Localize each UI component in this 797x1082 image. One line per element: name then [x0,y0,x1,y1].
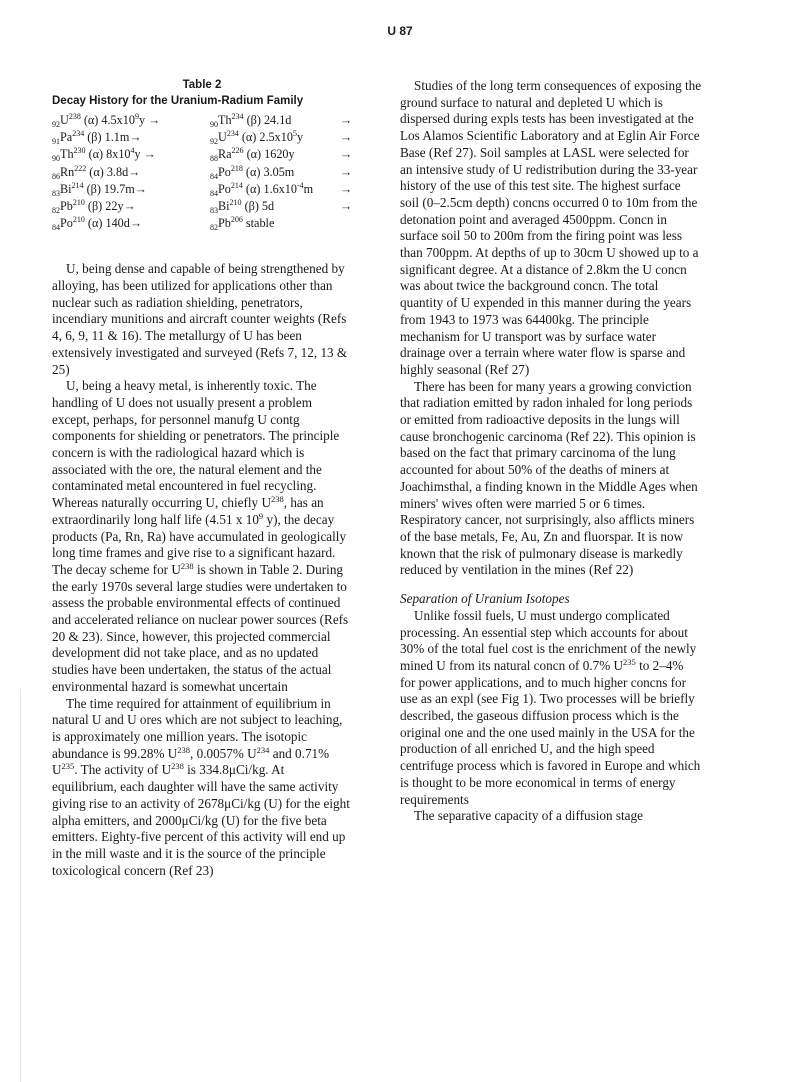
parent-nuclide: $_{86}Rn^{222}$ (α) 3.8d→ [52,163,141,181]
decay-arrow: → [340,113,353,127]
parent-nuclide: $_{91}Pa^{234}$ (β) 1.1m→ [52,129,142,147]
section-heading: Separation of Uranium Isotopes [400,591,570,607]
paragraph-toxicity: U, being a heavy metal, is inherently toxic. The handling of U does not usually present a problem except, perhaps, for personnel manufg U contg components for shielding or penetrators. The principle concern is with the radiological hazard which is associated with the ore, the natural element and the contaminated metal encountered in fuel recycling. Whereas naturally occurring U, chiefly $U^{238}$, has an extraordinarily long half life (4.51 x $10^9$ y), the decay products (Pa, Rn, Ra) have accumulated in geologically long time frames and give rise to a significant hazard. The decay scheme for $U^{238}$ is shown in Table 2. During the early 1970s several large studies were undertaken to assess the probable environmental effects of continued and accelerated reliance on nuclear power sources (Refs 20 & 23). Since, however, this projected commercial development did not take place, and as no updated studies have been undertaken, the status of the actual environmental hazard is somewhat uncertain [52,378,349,694]
parent-nuclide: $_{92}U^{238}$ (α) $4.5x10^9y$ → [52,112,161,129]
paragraph-enrichment: Unlike fossil fuels, U must undergo complicated processing. An essential step which accounts for about 30% of the total fuel cost is the enrichment of the newly mined U from its natural concn of 0.7% $U^{235}$ to 2–4% for power applications, and to much higher concns for use as an expl (see Fig 1). Two processes will be briefly described, the gaseous diffusion process which is the original one and the one used mainly in the USA for the production of all enriched U, and the high speed centrifuge process which is favored in Europe and which is thought to be more economical in terms of energy requirements [400,607,701,807]
daughter-nuclide: $_{92}U^{234}$ (α) $2.5x10^5y$ [210,129,304,147]
parent-nuclide: $_{84}Po^{210}$ (α) 140d→ [52,215,143,233]
parent-nuclide: $_{90}Th^{230}$ (α) $8x10^4y$ → [52,146,156,164]
decay-table-row [52,112,352,129]
left-column [52,78,352,879]
decay-arrow: → [340,181,353,196]
parent-nuclide: $_{83}Bi^{214}$ (β) 19.7m→ [52,180,147,198]
paragraph-uses: U, being dense and capable of being strengthened by alloying, has been utilized for applications other than nuclear such as radiation shielding, penetrators, incendiary munitions and aircraft counter weights (Refs 4, 6, 9, 11 & 16). The metallurgy of U has been extensively investigated and surveyed (Refs 7, 12, 13 & 25) [52,261,348,377]
decay-arrow: → [340,198,353,213]
daughter-nuclide: $_{84}Po^{214}$ (α) $1.6x10^{-4}m$ [210,180,314,198]
decay-table-row [52,129,352,146]
paragraph-separative: The separative capacity of a diffusion stage [414,808,643,824]
daughter-nuclide: $_{88}Ra^{226}$ (α) 1620y [210,146,295,164]
paragraph-ground-exposure: Studies of the long term consequences of exposing the ground surface to natural and depleted U which is dispersed during expls tests has been investigated at the Los Alamos Scientific Laboratory and at Eglin Air Force Base (Ref 27). Soil samples at LASL were selected for an intensive study of U redistribution during the 33-year history of the use of this test site. The highest surface soil (0–2.5cm depth) concns occurred 0 to 10m from the detonation point and averaged 4500ppm. Concn in surface soil 50 to 200m from the firing point was less than 700ppm. At depths of up to 30cm U showed up to a significant degree. At a distance of 2.8km the U concn was about twice the background concn. The total quantity of U expended in this manner during the years from 1943 to 1973 was 64400kg. The principle mechanism for U transport was by surface water drainage over a terrain where water flow is sparse and highly seasonal (Ref 27) [400,78,702,377]
scan-margin-line [20,690,21,1082]
decay-table-row [52,164,352,181]
decay-arrow: → [340,130,353,145]
right-column [400,78,702,825]
decay-table-row [52,198,352,215]
decay-table-row [52,181,352,198]
decay-arrow: → [340,164,353,179]
daughter-nuclide: $_{84}Po^{218}$ (α) 3.05m [210,163,295,181]
daughter-nuclide: $_{90}Th^{234}$ (β) 24.1d [210,112,292,129]
table-subtitle: Decay History for the Uranium-Radium Family [52,95,304,107]
paragraph-equilibrium: The time required for attainment of equilibrium in natural U and U ores which are not subject to leaching, is approximately one million years. The isotopic abundance is 99.28% $U^{238}$, 0.0057% $U^{234}$ and 0.71% $U^{235}$. The activity of $U^{238}$ is 334.8μCi/kg. At equilibrium, each daughter will have the same activity giving rise to an activity of 2678μCi/kg (U) for the eight alpha emitters, and 2000μCi/kg (U) for the five beta emitters. Eighty-five percent of this activity will end up in the mill waste and it is the source of the principle toxicological concern (Ref 23) [52,695,350,878]
daughter-nuclide: $_{83}Bi^{210}$ (β) 5d [210,197,275,215]
decay-table [52,112,352,232]
decay-arrow: → [340,147,353,162]
parent-nuclide: $_{82}Pb^{210}$ (β) 22y→ [52,197,136,215]
paragraph-radon: There has been for many years a growing conviction that radiation emitted by radon inhaled for long periods or emitted from radioactive deposits in the lungs will cause bronchogenic carcinoma (Ref 22). This opinion is based on the fact that primary carcinoma of the lung accounted for about 50% of the deaths of miners at Joachimsthal, a finding known in the Middle Ages when miners' wives often were married 5 or 6 times. Respiratory cancer, not surprisingly, also afflicts miners of the base metals, Fe, Au, Zn and fluorspar. It is now known that the risk of pulmonary disease is markedly reduced by ventilation in the mines (Ref 22) [400,378,698,578]
decay-table-row [52,146,352,163]
decay-table-row [52,215,352,232]
table-title: Table 2 [182,79,222,91]
page-number: U 87 [387,24,413,38]
daughter-nuclide: $_{82}Pb^{206}$ stable [210,215,275,233]
